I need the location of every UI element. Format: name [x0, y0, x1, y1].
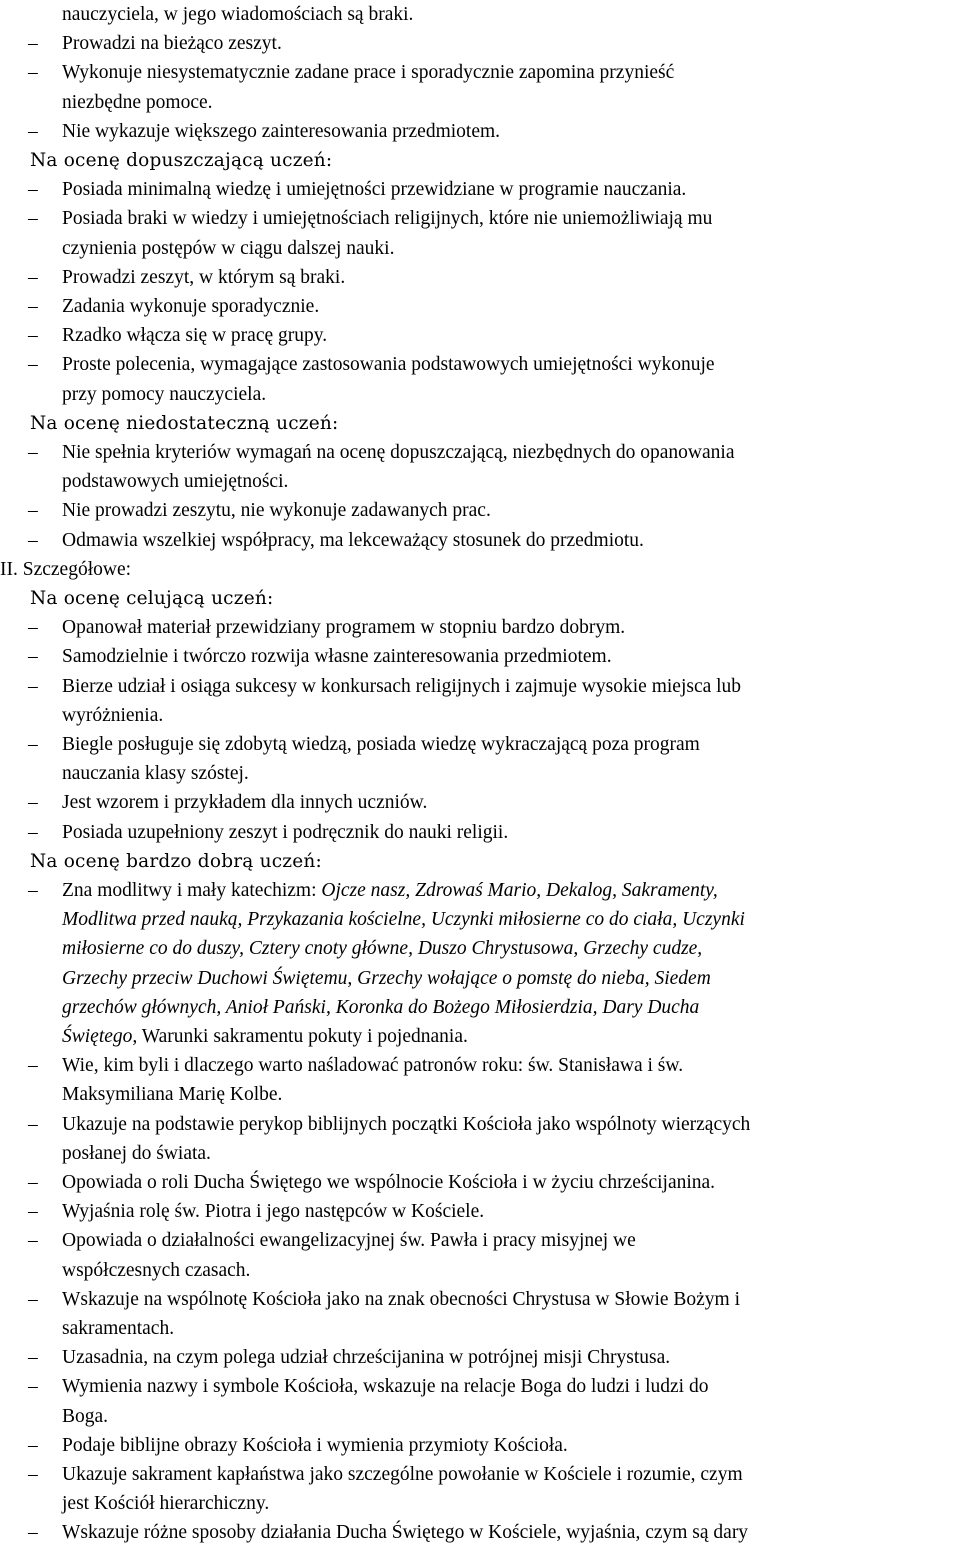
line-text: Wymienia nazwy i symbole Kościoła, wskazuje na relacje Boga do ludzi i ludzi do — [62, 1376, 709, 1398]
line-text: Wyjaśnia rolę św. Piotra i jego następców w Kościele. — [62, 1201, 485, 1223]
list-item — [0, 1051, 960, 1080]
list-item — [0, 496, 960, 525]
list-item — [0, 876, 960, 905]
line-text: Podaje biblijne obrazy Kościoła i wymienia przymioty Kościoła. — [62, 1434, 568, 1456]
dash-bullet-icon: – — [28, 296, 38, 317]
line-text: Samodzielnie i twórczo rozwija własne zainteresowania przedmiotem. — [62, 646, 612, 668]
list-item — [0, 818, 960, 847]
grade-heading — [0, 409, 960, 438]
list-item-continuation — [0, 0, 960, 29]
line-text: wyróżnienia. — [62, 704, 164, 726]
dash-bullet-icon: – — [28, 821, 38, 843]
list-item — [0, 1343, 960, 1372]
list-item — [0, 1197, 960, 1226]
list-item-continuation — [0, 1256, 960, 1285]
list-item — [0, 29, 960, 58]
dash-bullet-icon: – — [28, 62, 38, 84]
line-text: niezbędne pomoce. — [62, 91, 213, 113]
list-item — [0, 613, 960, 642]
list-item — [0, 788, 960, 817]
list-item-continuation — [0, 234, 960, 263]
line-text: nauczania klasy szóstej. — [62, 763, 249, 785]
grade-heading — [0, 847, 960, 876]
list-item — [0, 1110, 960, 1139]
line-text: Wskazuje różne sposoby działania Ducha Świętego w Kościele, wyjaśnia, czym są dary — [62, 1522, 749, 1544]
line-text: Prowadzi zeszyt, w którym są braki. — [62, 266, 346, 288]
dash-bullet-icon: – — [28, 529, 38, 551]
dash-bullet-icon: – — [28, 1376, 38, 1398]
line-text: Jest wzorem i przykładem dla innych uczniów. — [62, 792, 428, 814]
section-title: Szczegółowe: — [22, 558, 132, 580]
dash-bullet-icon: – — [28, 33, 38, 55]
dash-bullet-icon: – — [28, 1288, 38, 1310]
list-item-continuation — [0, 993, 960, 1022]
list-item — [0, 526, 960, 555]
list-item-continuation — [0, 380, 960, 409]
grade-heading — [0, 146, 960, 175]
dash-bullet-icon: – — [28, 880, 38, 901]
list-item — [0, 175, 960, 204]
list-item — [0, 58, 960, 87]
list-item-continuation — [0, 88, 960, 117]
dash-bullet-icon: – — [28, 1055, 38, 1077]
line-text: Na ocenę celującą uczeń: — [30, 588, 274, 609]
line-text: nauczyciela, w jego wiadomościach są braki. — [62, 4, 414, 25]
list-item-continuation — [0, 905, 960, 934]
dash-bullet-icon: – — [28, 1172, 38, 1193]
line-text — [62, 876, 718, 905]
dash-bullet-icon: – — [28, 1434, 38, 1456]
line-text: Biegle posługuje się zdobytą wiedzą, posiada wiedzę wykraczającą poza program — [62, 734, 700, 755]
list-item-continuation — [0, 467, 960, 496]
list-item — [0, 1460, 960, 1489]
list-item — [0, 350, 960, 379]
line-text: Boga. — [62, 1405, 109, 1427]
line-text: Zadania wykonuje sporadycznie. — [62, 296, 320, 317]
line-text: Na ocenę dopuszczającą uczeń: — [30, 150, 333, 171]
line-text: Posiada minimalną wiedzę i umiejętności przewidziane w programie nauczania. — [62, 179, 687, 201]
line-text-regular: Zna modlitwy i mały katechizm: — [62, 880, 322, 901]
list-item-continuation — [0, 1139, 960, 1168]
list-item — [0, 1285, 960, 1314]
dash-bullet-icon: – — [28, 500, 38, 522]
list-item — [0, 204, 960, 233]
line-text: Prowadzi na bieżąco zeszyt. — [62, 33, 282, 55]
line-text: Nie wykazuje większego zainteresowania przedmiotem. — [62, 120, 501, 142]
line-text: współczesnych czasach. — [62, 1259, 251, 1281]
line-text: Uzasadnia, na czym polega udział chrześcijanina w potrójnej misji Chrystusa. — [62, 1347, 671, 1369]
section-heading — [0, 555, 960, 584]
line-text: Posiada uzupełniony zeszyt i podręcznik do nauki religii. — [62, 821, 509, 843]
line-text: Bierze udział i osiąga sukcesy w konkursach religijnych i zajmuje wysokie miejsca lub — [62, 675, 742, 697]
section-number: II. — [0, 558, 18, 580]
list-item — [0, 1226, 960, 1255]
line-text: sakramentach. — [62, 1318, 175, 1339]
line-text: Opowiada o działalności ewangelizacyjnej św. Pawła i pracy misyjnej we — [62, 1230, 636, 1252]
line-text — [62, 934, 702, 963]
list-item — [0, 321, 960, 350]
list-item-continuation — [0, 964, 960, 993]
line-text: Ukazuje na podstawie perykop biblijnych początki Kościoła jako wspólnoty wierzących — [62, 1113, 751, 1135]
list-item — [0, 1168, 960, 1197]
line-text — [0, 559, 131, 580]
list-item — [0, 1372, 960, 1401]
line-text: Ukazuje sakrament kapłaństwa jako szczególne powołanie w Kościele i rozumie, czym — [62, 1464, 743, 1485]
line-text-italic: grzechów głównych, Anioł Pański, Koronka do Bożego Miłosierdzia, Dary Ducha — [62, 996, 700, 1018]
line-text: jest Kościół hierarchiczny. — [62, 1493, 270, 1515]
list-item-continuation — [0, 1314, 960, 1343]
dash-bullet-icon: – — [28, 1522, 38, 1544]
line-text: Opowiada o roli Ducha Świętego we wspólnocie Kościoła i w życiu chrześcijanina. — [62, 1172, 716, 1193]
list-item — [0, 672, 960, 701]
list-item-continuation — [0, 934, 960, 963]
dash-bullet-icon: – — [28, 266, 38, 288]
line-text — [62, 964, 711, 993]
dash-bullet-icon: – — [28, 179, 38, 201]
line-text: Wskazuje na wspólnotę Kościoła jako na znak obecności Chrystusa w Słowie Bożym i — [62, 1288, 741, 1310]
list-item-continuation — [0, 1080, 960, 1109]
line-text: Wykonuje niesystematycznie zadane prace i sporadycznie zapomina przynieść — [62, 62, 675, 84]
line-text: Wie, kim byli i dlaczego warto naśladować patronów roku: św. Stanisława i św. — [62, 1055, 684, 1077]
list-item — [0, 642, 960, 671]
list-item-continuation — [0, 1022, 960, 1051]
line-text — [62, 905, 745, 934]
dash-bullet-icon: – — [28, 1347, 38, 1369]
line-text-italic: Modlitwa przed nauką, Przykazania kościelne, Uczynki miłosierne co do ciała, Uczynki — [62, 909, 745, 931]
line-text: przy pomocy nauczyciela. — [62, 383, 267, 405]
line-text-italic: Grzechy przeciw Duchowi Świętemu, Grzechy wołające o pomstę do nieba, Siedem — [62, 967, 711, 989]
list-item-continuation — [0, 1402, 960, 1431]
dash-bullet-icon: – — [28, 646, 38, 668]
dash-bullet-icon: – — [28, 1230, 38, 1252]
line-text: Nie prowadzi zeszytu, nie wykonuje zadawanych prac. — [62, 500, 491, 522]
line-text: Posiada braki w wiedzy i umiejętnościach religijnych, które nie uniemożliwiają mu — [62, 208, 713, 230]
dash-bullet-icon: – — [28, 1464, 38, 1485]
list-item — [0, 1431, 960, 1460]
line-text: podstawowych umiejętności. — [62, 471, 289, 493]
grade-heading — [0, 584, 960, 613]
line-text: Opanował materiał przewidziany programem w stopniu bardzo dobrym. — [62, 617, 626, 639]
line-text-regular: Warunki sakramentu pokuty i pojednania. — [137, 1026, 468, 1047]
line-text-italic: Świętego, — [62, 1026, 138, 1047]
dash-bullet-icon: – — [28, 1113, 38, 1135]
line-text: Proste polecenia, wymagające zastosowania podstawowych umiejętności wykonuje — [62, 354, 715, 376]
dash-bullet-icon: – — [28, 792, 38, 814]
line-text: Na ocenę bardzo dobrą uczeń: — [30, 850, 322, 872]
line-text-italic: miłosierne co do duszy, Cztery cnoty główne, Duszo Chrystusowa, Grzechy cudze, — [62, 938, 703, 960]
list-item-continuation — [0, 1489, 960, 1518]
dash-bullet-icon: – — [28, 734, 38, 755]
dash-bullet-icon: – — [28, 120, 38, 142]
dash-bullet-icon: – — [28, 325, 38, 347]
line-text — [62, 993, 699, 1022]
list-item — [0, 117, 960, 146]
list-item — [0, 1518, 960, 1547]
list-item — [0, 438, 960, 467]
dash-bullet-icon: – — [28, 617, 38, 639]
list-item — [0, 263, 960, 292]
line-text: Rzadko włącza się w pracę grupy. — [62, 325, 328, 347]
list-item — [0, 292, 960, 321]
dash-bullet-icon: – — [28, 442, 38, 463]
line-text: Na ocenę niedostateczną uczeń: — [30, 412, 339, 434]
line-text: Nie spełnia kryteriów wymagań na ocenę dopuszczającą, niezbędnych do opanowania — [62, 442, 735, 463]
line-text: posłanej do świata. — [62, 1142, 211, 1164]
line-text — [62, 1022, 468, 1051]
line-text: Odmawia wszelkiej współpracy, ma lekceważący stosunek do przedmiotu. — [62, 529, 644, 551]
line-text: Maksymiliana Marię Kolbe. — [62, 1084, 283, 1106]
line-text: czynienia postępów w ciągu dalszej nauki. — [62, 237, 395, 259]
list-item-continuation — [0, 701, 960, 730]
list-item-continuation — [0, 759, 960, 788]
dash-bullet-icon: – — [28, 1201, 38, 1223]
dash-bullet-icon: – — [28, 354, 38, 376]
line-text-italic: Ojcze nasz, Zdrowaś Mario, Dekalog, Sakramenty, — [321, 880, 718, 901]
dash-bullet-icon: – — [28, 208, 38, 230]
list-item — [0, 730, 960, 759]
dash-bullet-icon: – — [28, 675, 38, 697]
